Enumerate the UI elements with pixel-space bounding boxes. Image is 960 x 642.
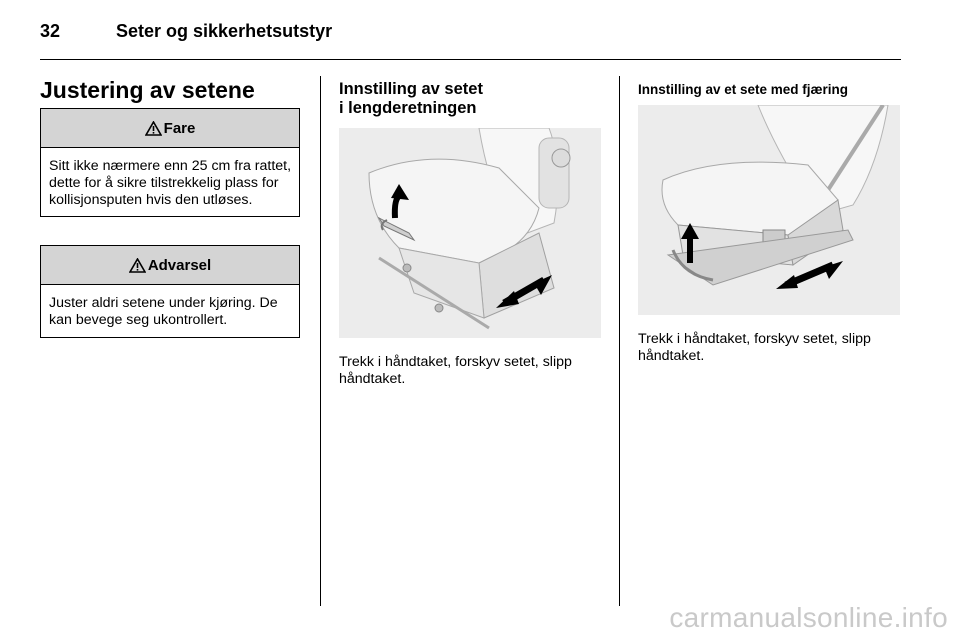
header-rule [40,59,901,60]
longitudinal-adjustment-title [339,80,483,118]
chapter-title: Seter og sikkerhetsutstyr [116,21,333,41]
danger-notice-text: Sitt ikke nærmere enn 25 cm fra rattet, dette for å sikre tilstrekkelig plass for kollisjonsputen hvis den utløses. [49,158,292,208]
title-line-2: i lengderetningen [339,99,477,117]
warning-triangle-icon [145,121,162,136]
page-header [40,18,920,48]
seat-illustration-suspension [638,105,900,315]
danger-notice [40,108,300,217]
seat-drawing-suspension [638,105,900,315]
longitudinal-caption: Trekk i håndtaket, forskyv setet, slipp håndtaket. [339,354,572,387]
warning-notice-header [41,246,299,285]
watermark: carmanualsonline.info [669,602,948,633]
seat-illustration-longitudinal [339,128,601,338]
danger-notice-header [41,109,299,148]
warning-notice-text: Juster aldri setene under kjøring. De kan bevege seg ukontrollert. [49,295,278,328]
danger-notice-label: Fare [163,119,196,137]
page-number: 32 [40,21,61,41]
title-line-1: Innstilling av setet [339,80,483,98]
warning-triangle-icon [129,258,146,273]
warning-notice-label: Advarsel [147,256,212,274]
warning-notice [40,245,300,338]
section-title: Justering av setene [40,77,255,103]
seat-drawing [339,128,601,338]
suspension-seat-title: Innstilling av et sete med fjæring [638,82,849,97]
suspension-caption: Trekk i håndtaket, forskyv setet, slipp håndtaket. [638,331,871,364]
column-divider-2 [619,76,620,606]
column-divider-1 [320,76,321,606]
